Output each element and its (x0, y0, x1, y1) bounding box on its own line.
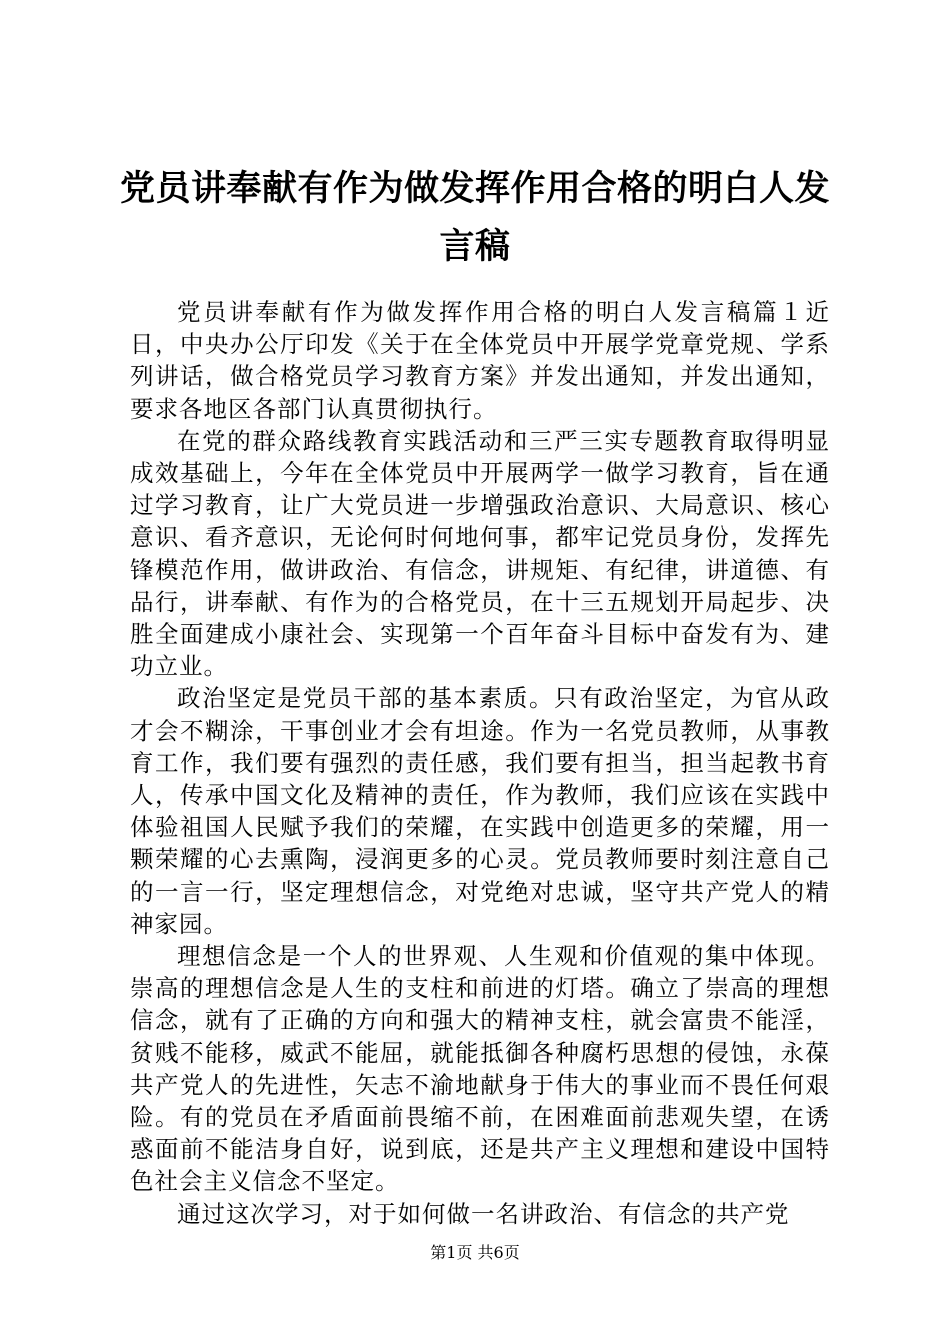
paragraph-2: 在党的群众路线教育实践活动和三严三实专题教育取得明显成效基础上，今年在全体党员中开展两学一做学习教育，旨在通过学习教育，让广大党员进一步增强政治意识、大局意识、核心意识、看齐意识，无论何时何地何事，都牢记党员身份，发挥先锋模范作用，做讲政治、有信念，讲规矩、有纪律，讲道德、有品行，讲奉献、有作为的合格党员，在十三五规划开局起步、决胜全面建成小康社会、实现第一个百年奋斗目标中奋发有为、建功立业。 (130, 426, 830, 681)
paragraph-1: 党员讲奉献有作为做发挥作用合格的明白人发言稿篇１近日，中央办公厅印发《关于在全体党员中开展学党章党规、学系列讲话，做合格党员学习教育方案》并发出通知，并发出通知，要求各地区各部门认真贯彻执行。 (130, 298, 830, 423)
paragraph-3: 政治坚定是党员干部的基本素质。只有政治坚定，为官从政才会不糊涂，干事创业才会有坦途。作为一名党员教师，从事教育工作，我们要有强烈的责任感，我们要有担当，担当起教书育人，传承中国文化及精神的责任，作为教师，我们应该在实践中体验祖国人民赋予我们的荣耀，在实践中创造更多的荣耀，用一颗荣耀的心去熏陶，浸润更多的心灵。党员教师要时刻注意自己的一言一行，坚定理想信念，对党绝对忠诚，坚守共产党人的精神家园。 (130, 684, 830, 938)
paragraph-5: 通过这次学习，对于如何做一名讲政治、有信念的共产党 (177, 1199, 790, 1228)
paragraph-4: 理想信念是一个人的世界观、人生观和价值观的集中体现。崇高的理想信念是人生的支柱和前进的灯塔。确立了崇高的理想信念，就有了正确的方向和强大的精神支柱，就会富贵不能淫，贫贱不能移，威武不能屈，就能抵御各种腐朽思想的侵蚀，永葆共产党人的先进性，矢志不渝地献身于伟大的事业而不畏任何艰险。有的党员在矛盾面前畏缩不前，在困难面前悲观失望，在诱惑面前不能洁身自好，说到底，还是共产主义理想和建设中国特色社会主义信念不坚定。 (130, 942, 830, 1196)
document-title: 党员讲奉献有作为做发挥作用合格的明白人发言稿 (120, 169, 831, 267)
document-body (130, 296, 830, 1230)
page-number-footer: 第1页 共6页 (430, 1243, 520, 1262)
